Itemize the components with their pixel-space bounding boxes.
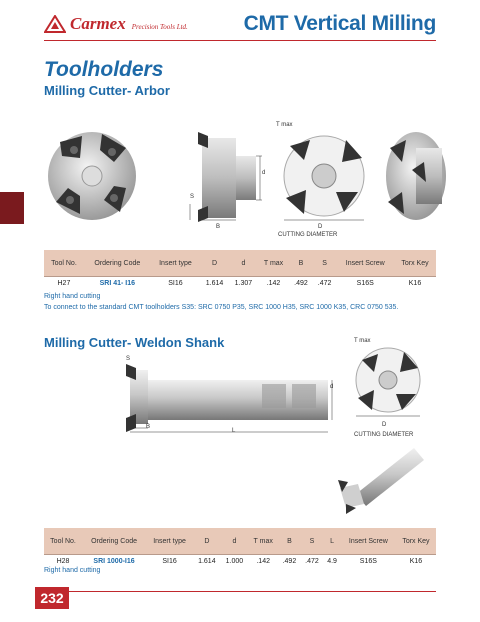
arbor-subtitle: Milling Cutter- Arbor	[44, 83, 170, 98]
table-cell: 1.614	[193, 555, 221, 568]
dim-tmax-label: T max	[354, 338, 371, 344]
col-header: Torx Key	[394, 250, 436, 277]
ordering-code-cell: SRI 41- I16	[84, 277, 151, 290]
brand-subtitle: Precision Tools Ltd.	[131, 22, 188, 31]
table-cell: .472	[301, 555, 324, 568]
cutting-diameter-label: CUTTING DIAMETER	[278, 232, 338, 238]
table-cell: .142	[258, 277, 289, 290]
dim-b-label: B	[216, 224, 221, 230]
weldon-side-view	[126, 364, 332, 432]
col-header: D	[193, 528, 221, 555]
carmex-logo-icon	[44, 15, 66, 33]
arbor-insert-view	[284, 136, 364, 220]
dim-d-label: d	[262, 170, 266, 176]
dim-D-label: D	[318, 224, 323, 230]
table-cell: 1.614	[200, 277, 229, 290]
dim-b-label: B	[146, 424, 151, 430]
footer-divider	[44, 591, 436, 592]
dim-d-label: d	[330, 384, 334, 390]
col-header: S	[301, 528, 324, 555]
table-cell: K16	[396, 555, 436, 568]
table-cell: 4.9	[323, 555, 341, 568]
table-row	[44, 555, 436, 568]
header-divider	[44, 40, 436, 41]
dim-s-label: S	[126, 356, 131, 362]
arbor-perspective-view	[386, 132, 446, 220]
arbor-illustrations	[40, 118, 460, 233]
col-header: Ordering Code	[84, 250, 151, 277]
col-header: L	[323, 528, 341, 555]
page-header-title: CMT Vertical Milling	[243, 12, 436, 35]
table-cell: S16S	[336, 277, 394, 290]
arbor-note-compatibility: To connect to the standard CMT toolholders S35: SRC 0750 P35, SRC 1000 H35, SRC 1000 K35, CRC 0750 535.	[44, 304, 399, 311]
col-header: Tool No.	[44, 528, 82, 555]
weldon-insert-view	[356, 348, 420, 416]
col-header: Tool No.	[44, 250, 84, 277]
arbor-side-view	[190, 132, 262, 222]
col-header: T max	[248, 528, 278, 555]
dim-tmax-label: T max	[276, 122, 293, 128]
col-header: Ordering Code	[82, 528, 146, 555]
col-header: Insert type	[146, 528, 193, 555]
weldon-note-right-hand: Right hand cutting	[44, 567, 101, 574]
table-cell: H28	[44, 555, 82, 568]
table-cell: .142	[248, 555, 278, 568]
section-title: Toolholders	[44, 58, 164, 81]
table-cell: .472	[313, 277, 337, 290]
table-row	[44, 277, 436, 290]
dim-s-label: S	[190, 194, 195, 200]
arbor-spec-table	[44, 250, 436, 289]
arbor-front-view	[48, 132, 136, 220]
table-cell: K16	[394, 277, 436, 290]
table-header-row	[44, 250, 436, 277]
weldon-illustrations	[120, 336, 440, 522]
side-tab	[0, 192, 24, 224]
table-cell: .492	[289, 277, 313, 290]
weldon-subtitle: Milling Cutter- Weldon Shank	[44, 335, 225, 350]
dim-l-label: L	[232, 428, 236, 434]
col-header: d	[221, 528, 249, 555]
table-cell: H27	[44, 277, 84, 290]
arbor-note-right-hand: Right hand cutting	[44, 293, 101, 300]
col-header: S	[313, 250, 337, 277]
weldon-perspective-view	[338, 448, 424, 514]
col-header: Insert Screw	[341, 528, 396, 555]
col-header: d	[229, 250, 258, 277]
col-header: D	[200, 250, 229, 277]
weldon-spec-table	[44, 528, 436, 567]
col-header: T max	[258, 250, 289, 277]
table-cell: SI16	[146, 555, 193, 568]
page-number: 232	[35, 587, 69, 609]
table-cell: SI16	[151, 277, 200, 290]
table-header-row	[44, 528, 436, 555]
dim-D-label: D	[382, 422, 387, 428]
table-cell: 1.000	[221, 555, 249, 568]
col-header: Torx Key	[396, 528, 436, 555]
col-header: Insert Screw	[336, 250, 394, 277]
table-cell: 1.307	[229, 277, 258, 290]
col-header: B	[278, 528, 301, 555]
col-header: B	[289, 250, 313, 277]
cutting-diameter-label: CUTTING DIAMETER	[354, 432, 414, 438]
table-cell: S16S	[341, 555, 396, 568]
brand-logo	[44, 14, 188, 34]
ordering-code-cell: SRI 1000-I16	[82, 555, 146, 568]
table-cell: .492	[278, 555, 301, 568]
col-header: Insert type	[151, 250, 200, 277]
brand-name: Carmex	[70, 14, 126, 33]
